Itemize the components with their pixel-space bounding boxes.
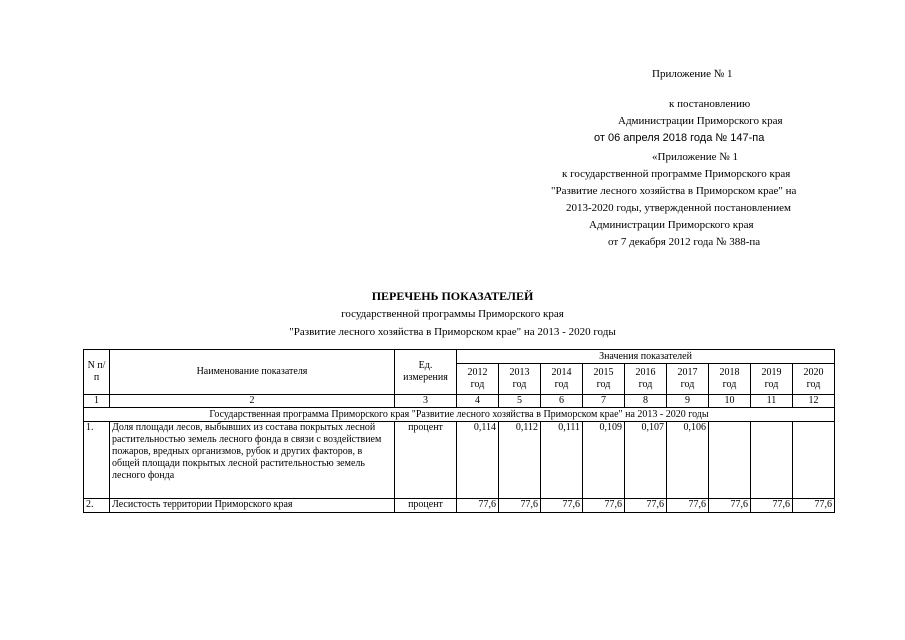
year-header: 2015 год [583,364,625,395]
indicator-value: 77,6 [793,499,835,513]
year-header: 2020 год [793,364,835,395]
indicator-unit: процент [395,422,457,499]
document-subtitle-2: "Развитие лесного хозяйства в Приморском крае" на 2013 - 2020 годы [289,326,616,338]
indicator-value: 0,112 [499,422,541,499]
document-title: ПЕРЕЧЕНЬ ПОКАЗАТЕЛЕЙ [371,289,534,303]
indicator-value [709,422,751,499]
original-appendix-program: к государственной программе Приморского края [562,168,791,180]
indicator-value: 0,114 [457,422,499,499]
indicator-name: Доля площади лесов, выбывших из состава покрытых лесной растительностью земель лесного фонда в связи с воздействием пожаров, вредных организмов, рубок и других факторов, в общей площади покрытых лесной растительностью земель лесного фонда [110,422,395,499]
row-number: 1. [84,422,110,499]
column-number: 10 [709,395,751,408]
column-number: 3 [395,395,457,408]
indicator-value: 77,6 [499,499,541,513]
year-header: 2019 год [751,364,793,395]
indicator-value: 77,6 [457,499,499,513]
original-appendix-date: от 7 декабря 2012 года № 388-па [608,236,761,248]
column-number: 9 [667,395,709,408]
year-header: 2018 год [709,364,751,395]
indicator-unit: процент [395,499,457,513]
appendix-number: Приложение № 1 [652,68,733,80]
row-number: 2. [84,499,110,513]
program-row-title: Государственная программа Приморского края "Развитие лесного хозяйства в Приморском крае" на 2013 - 2020 годы [84,408,835,422]
column-number: 11 [751,395,793,408]
column-number: 12 [793,395,835,408]
original-appendix-number: «Приложение № 1 [652,151,739,163]
indicator-value: 0,111 [541,422,583,499]
column-number: 5 [499,395,541,408]
year-header: 2016 год [625,364,667,395]
indicator-value: 77,6 [583,499,625,513]
column-number: 4 [457,395,499,408]
table-row [84,499,835,513]
indicator-value: 77,6 [751,499,793,513]
col-header-num: N п/п [84,350,110,395]
original-appendix-program-name: "Развитие лесного хозяйства в Приморском крае" на [551,185,797,197]
indicator-value [751,422,793,499]
original-appendix-administration: Администрации Приморского края [589,219,754,231]
indicator-value: 77,6 [709,499,751,513]
indicator-name: Лесистость территории Приморского края [110,499,395,513]
program-row [84,408,835,422]
original-appendix-years: 2013-2020 годы, утвержденной постановлением [566,202,791,214]
indicator-value [793,422,835,499]
indicator-value: 0,109 [583,422,625,499]
year-header: 2017 год [667,364,709,395]
numbering-row [84,395,835,408]
col-header-unit: Ед. измерения [395,350,457,395]
document-subtitle-1: государственной программы Приморского края [341,308,564,320]
appendix-administration: Администрации Приморского края [618,115,783,127]
column-number: 8 [625,395,667,408]
column-number: 7 [583,395,625,408]
indicator-value: 0,106 [667,422,709,499]
indicator-value: 0,107 [625,422,667,499]
appendix-to-resolution: к постановлению [669,98,751,110]
column-number: 2 [110,395,395,408]
indicator-value: 77,6 [625,499,667,513]
year-header: 2012 год [457,364,499,395]
indicator-value: 77,6 [541,499,583,513]
column-number: 1 [84,395,110,408]
table-row [84,422,835,499]
indicator-value: 77,6 [667,499,709,513]
indicators-table [83,349,835,513]
year-header: 2013 год [499,364,541,395]
col-header-values: Значения показателей [457,350,835,364]
year-header: 2014 год [541,364,583,395]
column-number: 6 [541,395,583,408]
col-header-name: Наименование показателя [110,350,395,395]
resolution-date-number: от 06 апреля 2018 года № 147-па [594,132,765,144]
